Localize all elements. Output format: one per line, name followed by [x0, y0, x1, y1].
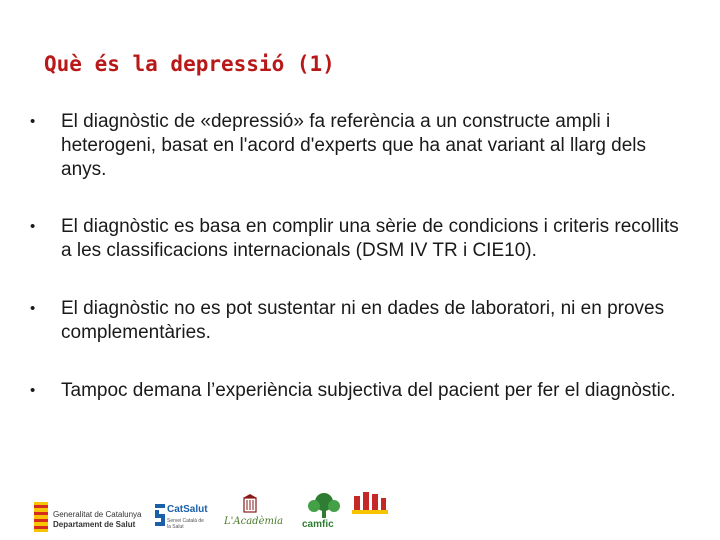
gencat-line1: Generalitat de Catalunya: [53, 510, 142, 519]
bullet-dot: •: [30, 113, 36, 130]
catsalut-sub: Servei Català de la Salut: [167, 518, 204, 530]
bullet-dot: •: [30, 382, 36, 399]
societat-logo: [344, 490, 396, 534]
bullet-text: El diagnòstic de «depressió» fa referència a un constructe ampli i heterogeni, basat en l'acord d'experts que ha anat variant al llarg dels anys.: [61, 111, 647, 180]
camfic-name: camfic: [302, 519, 334, 530]
academia-logo: [222, 494, 284, 534]
catsalut-name: CatSalut: [167, 504, 208, 515]
gencat-logo: [34, 502, 146, 532]
bullet-dot: •: [30, 300, 36, 317]
societat-emblem-icon: [352, 490, 388, 516]
bullet-item: [30, 110, 690, 182]
bullet-dot: •: [30, 218, 36, 235]
academia-emblem-icon: [242, 494, 258, 514]
academia-name: L'Acadèmia: [224, 516, 284, 527]
bullet-text: El diagnòstic no es pot sustentar ni en dades de laboratori, ni en proves complementàries.: [61, 298, 665, 343]
bullet-text: El diagnòstic es basa en complir una sèrie de condicions i criteris recollits a les classificacions internacionals (DSM IV TR i CIE10).: [61, 216, 679, 261]
gencat-line2: Departament de Salut: [53, 520, 136, 529]
camfic-tree-icon: [306, 492, 342, 520]
catsalut-mark-icon: [154, 504, 166, 526]
slide-title: Què és la depressió (1): [44, 52, 335, 76]
bullet-item: [30, 215, 690, 263]
bullet-text: Tampoc demana l’experiència subjectiva del pacient per fer el diagnòstic.: [61, 380, 676, 401]
bullet-item: [30, 379, 676, 403]
footer-logos: [0, 488, 720, 540]
catsalut-logo: [154, 502, 216, 536]
senyera-icon: [34, 502, 48, 532]
bullet-item: [30, 297, 690, 345]
